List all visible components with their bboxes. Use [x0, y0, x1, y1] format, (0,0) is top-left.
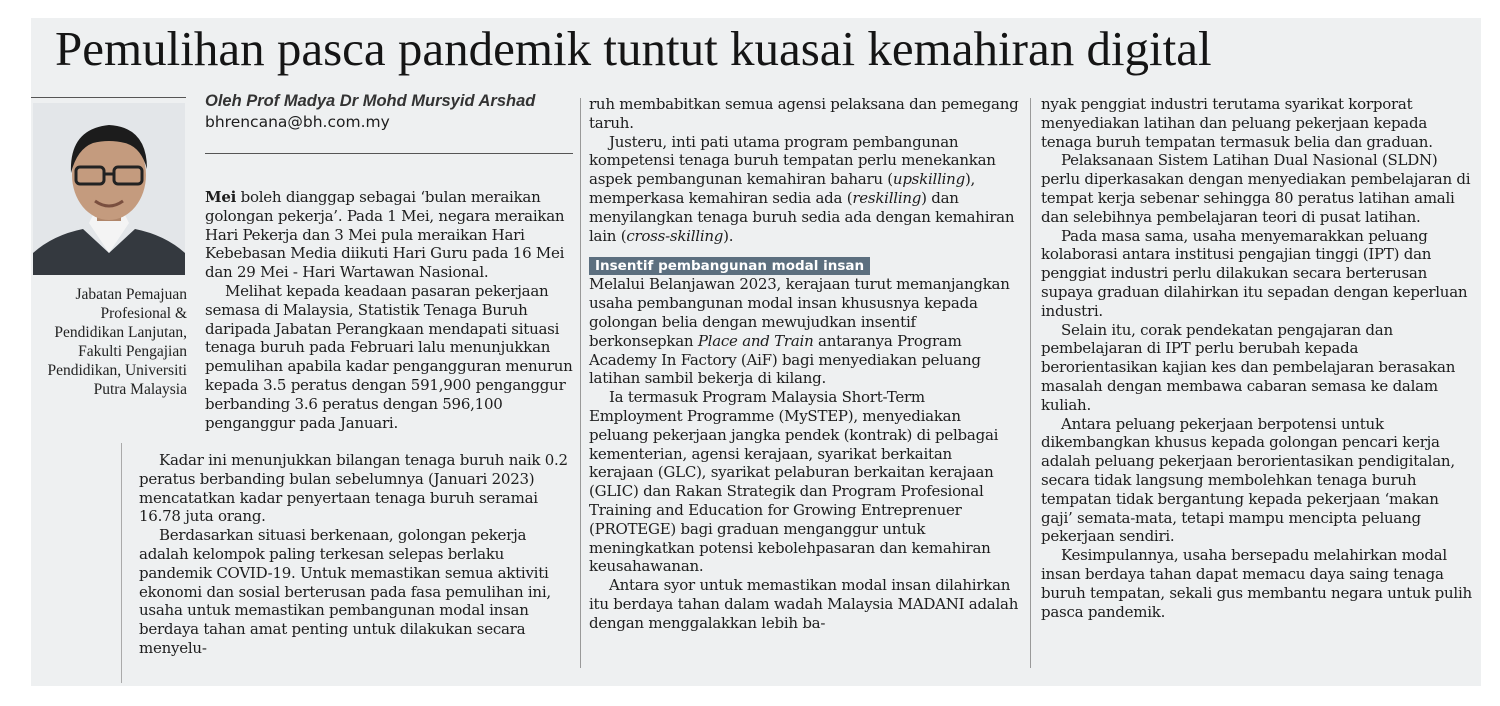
paragraph: Pada masa sama, usaha menyemarakkan peluang kolaborasi antara institusi pengajian tinggi (IPT) dan penggiat industri perlu dilakukan secara berterusan supaya graduan dilahirkan itu sepadan dengan keperluan industri. — [1041, 226, 1468, 320]
article-column-1-wide — [139, 451, 573, 658]
paragraph: Berdasarkan situasi berkenaan, golongan pekerja adalah kelompok paling terkesan selepas berlaku pandemik COVID-19. Untuk memastikan semua aktiviti ekonomi dan sosial berterusan pada fasa pemulihan ini, usaha untuk memastikan pembangunan modal insan berdaya tahan amat penting untuk dilakukan secara menyelu- — [139, 526, 551, 657]
byline-rule — [205, 153, 573, 154]
article-column-1 — [205, 188, 573, 432]
text-wrap-rule — [121, 443, 122, 683]
headline: Pemulihan pasca pandemik tuntut kuasai kemahiran digital — [55, 21, 1212, 76]
newspaper-clipping — [31, 18, 1481, 686]
author-email: bhrencana@bh.com.my — [205, 113, 390, 131]
paragraph: ruh membabitkan semua agensi pelaksana dan pemegang taruh. — [589, 95, 1019, 132]
paragraph: Mei boleh dianggap sebagai ‘bulan meraikan golongan pekerja’. Pada 1 Mei, negara meraikan Hari Pekerja dan 3 Mei pula meraikan Hari Kebebasan Media diikuti Hari Guru pada 16 Mei dan 29 Mei - Hari Wartawan Nasional. — [205, 188, 565, 282]
byline — [205, 93, 575, 132]
header-rule — [31, 97, 186, 98]
paragraph: Ia termasuk Program Malaysia Short-Term Employment Programme (MySTEP), menyediakan peluang pekerjaan jangka pendek (kontrak) di pelbagai kementerian, agensi kerajaan, syarikat berkaitan kerajaan (GLC), syarikat pelaburan berkaitan kerajaan (GLIC) dan Rakan Strategik dan Program Profesional Training and Education for Growing Entreprenuer (PROTEGE) bagi graduan menganggur untuk meningkatkan potensi kebolehpasaran dan kemahiran keusahawanan. — [589, 388, 999, 576]
paragraph: Antara syor untuk memastikan modal insan dilahirkan itu berdaya tahan dalam wadah Malaysia MADANI adalah dengan menggalakkan lebih ba- — [589, 576, 1019, 632]
paragraph: Kadar ini menunjukkan bilangan tenaga buruh naik 0.2 peratus berbanding bulan sebelumnya (Januari 2023) mencatatkan kadar penyertaan tenaga buruh seramai 16.78 juta orang. — [139, 451, 568, 526]
paragraph: Pelaksanaan Sistem Latihan Dual Nasional (SLDN) perlu diperkasakan dengan menyediakan pembelajaran di tempat kerja sebenar sehingga 80 peratus latihan amali dan selebihnya pembelajaran teori di pusat latihan. — [1041, 151, 1471, 226]
author-name: Oleh Prof Madya Dr Mohd Mursyid Arshad — [205, 92, 536, 110]
paragraph: Selain itu, corak pendekatan pengajaran dan pembelajaran di IPT perlu berubah kepada berorientasikan kajian kes dan pembelajaran berasakan masalah dengan membawa cabaran semasa ke dalam kuliah. — [1041, 320, 1456, 414]
paragraph: Kesimpulannya, usaha bersepadu melahirkan modal insan berdaya tahan dapat memacu daya saing tenaga buruh tempatan, sekali gus membantu negara untuk pulih pasca pandemik. — [1041, 546, 1472, 621]
paragraph: Melihat kepada keadaan pasaran pekerjaan semasa di Malaysia, Statistik Tenaga Buruh daripada Jabatan Perangkaan mendapati situasi tenaga buruh pada Februari lalu menunjukkan pemulihan apabila kadar pengangguran menurun kepada 3.5 peratus dengan 591,900 penganggur berbanding 3.6 peratus dengan 596,100 penganggur pada Januari. — [205, 281, 573, 432]
author-affiliation: Jabatan Pemajuan Profesional & Pendidikan Lanjutan, Fakulti Pengajian Pendidikan, Universiti Putra Malaysia — [47, 286, 187, 398]
paragraph: Melalui Belanjawan 2023, kerajaan turut memanjangkan usaha pembangunan modal insan khususnya kepada golongan belia dengan mewujudkan insentif berkonsepkan Place and Train antaranya Program Academy In Factory (AiF) bagi menyediakan peluang latihan sambil bekerja di kilang. — [589, 275, 1010, 388]
paragraph: Antara peluang pekerjaan berpotensi untuk dikembangkan khusus kepada golongan pencari kerja adalah peluang pekerjaan berorientasikan pendigitalan, secara tidak langsung membolehkan tenaga buruh tempatan tidak bergantung kepada pekerjaan ‘makan gaji’ semata-mata, tetapi mampu mencipta peluang pekerjaan sendiri. — [1041, 414, 1455, 546]
subheading: Insentif pembangunan modal insan — [589, 257, 870, 275]
article-column-3 — [1041, 95, 1473, 621]
lead-word: Mei — [205, 188, 237, 206]
article-column-2 — [589, 95, 1019, 633]
paragraph: Justeru, inti pati utama program pembangunan kompetensi tenaga buruh tempatan perlu menekankan aspek pembangunan kemahiran baharu (upskilling), memperkasa kemahiran sedia ada (reskilling) dan menyilangkan tenaga buruh sedia ada dengan kemahiran lain (cross-skilling). — [589, 132, 1015, 245]
column-divider-1 — [580, 98, 581, 668]
column-divider-2 — [1030, 98, 1031, 668]
paragraph: nyak penggiat industri terutama syarikat korporat menyediakan latihan dan peluang pekerjaan kepada tenaga buruh tempatan termasuk belia dan graduan. — [1041, 95, 1433, 151]
author-photo — [33, 103, 185, 275]
